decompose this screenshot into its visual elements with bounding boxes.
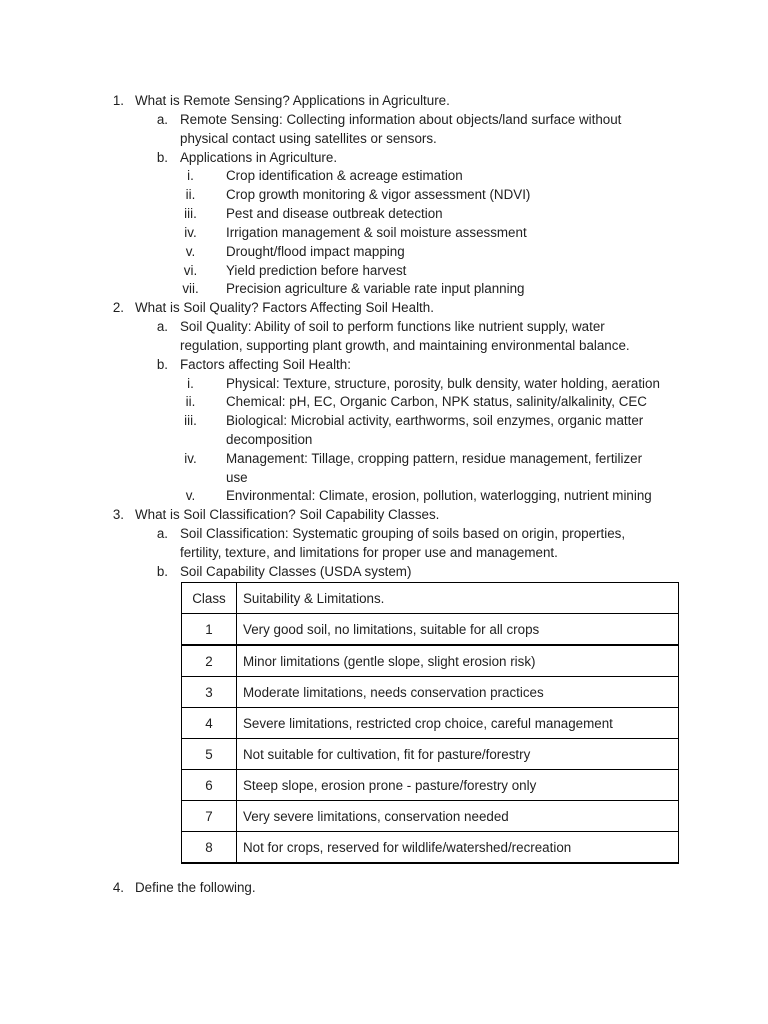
- table-row: [182, 770, 679, 801]
- q1-item-marker: i.: [187, 168, 194, 183]
- q4-heading: Define the following.: [135, 880, 256, 895]
- table-cell-class: 1: [182, 614, 237, 646]
- table-cell-class: 8: [182, 832, 237, 864]
- q1-item-text: Yield prediction before harvest: [226, 263, 407, 278]
- q1-item-marker: vi.: [183, 263, 198, 278]
- table-cell-class: 4: [182, 708, 237, 739]
- table-cell-class: 7: [182, 801, 237, 832]
- q1-number: 1.: [112, 93, 124, 108]
- q3-a-line2: fertility, texture, and limitations for proper use and management.: [180, 545, 558, 560]
- q1-item-marker: iv.: [184, 225, 197, 240]
- table-cell-description: Steep slope, erosion prone - pasture/forestry only: [237, 770, 679, 801]
- table-cell-description: Minor limitations (gentle slope, slight erosion risk): [237, 645, 679, 677]
- q2-item-text: Physical: Texture, structure, porosity, bulk density, water holding, aeration: [226, 376, 660, 391]
- q2-item-marker: i.: [187, 376, 194, 391]
- q1-item-text: Precision agriculture & variable rate input planning: [226, 281, 525, 296]
- q1-a-line2: physical contact using satellites or sensors.: [180, 131, 437, 146]
- q1-item-marker: vii.: [182, 281, 199, 296]
- q3-a-marker: a.: [156, 526, 168, 541]
- q2-item-text: Management: Tillage, cropping pattern, residue management, fertilizer: [226, 451, 643, 466]
- table-cell-class: 3: [182, 677, 237, 708]
- table-header-row: [182, 583, 679, 614]
- capability-classes-table: [181, 582, 679, 864]
- q1-item-text: Crop identification & acreage estimation: [226, 168, 463, 183]
- q3-a-line1: Soil Classification: Systematic grouping of soils based on origin, properties,: [180, 526, 626, 541]
- q1-heading: What is Remote Sensing? Applications in Agriculture.: [135, 93, 450, 108]
- table-header-suitability: Suitability & Limitations.: [237, 583, 679, 614]
- q2-item-text: Environmental: Climate, erosion, pollution, waterlogging, nutrient mining: [226, 488, 652, 503]
- q1-b-marker: b.: [156, 150, 168, 165]
- table-row: [182, 832, 679, 864]
- q1-a-line1: Remote Sensing: Collecting information about objects/land surface without: [180, 112, 622, 127]
- table-row: [182, 614, 679, 646]
- table-row: [182, 645, 679, 677]
- q1-b-text: Applications in Agriculture.: [180, 150, 338, 165]
- q2-item-text: Chemical: pH, EC, Organic Carbon, NPK status, salinity/alkalinity, CEC: [226, 394, 647, 409]
- table-cell-description: Not for crops, reserved for wildlife/watershed/recreation: [237, 832, 679, 864]
- q2-heading: What is Soil Quality? Factors Affecting Soil Health.: [135, 300, 434, 315]
- table-row: [182, 801, 679, 832]
- q3-b-marker: b.: [156, 564, 168, 579]
- q2-item-marker: iii.: [184, 413, 197, 428]
- q2-a-line1: Soil Quality: Ability of soil to perform functions like nutrient supply, water: [180, 319, 605, 334]
- q1-item-text: Crop growth monitoring & vigor assessment (NDVI): [226, 187, 531, 202]
- table-row: [182, 708, 679, 739]
- q2-a-line2: regulation, supporting plant growth, and maintaining environmental balance.: [180, 338, 630, 353]
- q3-b-text: Soil Capability Classes (USDA system): [180, 564, 412, 579]
- q2-a-marker: a.: [156, 319, 168, 334]
- q2-b-marker: b.: [156, 357, 168, 372]
- table-cell-description: Severe limitations, restricted crop choice, careful management: [237, 708, 679, 739]
- q1-item-text: Irrigation management & soil moisture assessment: [226, 225, 527, 240]
- table-row: [182, 677, 679, 708]
- q4-number: 4.: [112, 880, 124, 895]
- q2-item-text: Biological: Microbial activity, earthworms, soil enzymes, organic matter: [226, 413, 644, 428]
- table-cell-description: Not suitable for cultivation, fit for pasture/forestry: [237, 739, 679, 770]
- q1-item-text: Drought/flood impact mapping: [226, 244, 405, 259]
- q2-item-marker: iv.: [184, 451, 197, 466]
- table-cell-description: Moderate limitations, needs conservation practices: [237, 677, 679, 708]
- q2-b-text: Factors affecting Soil Health:: [180, 357, 351, 372]
- q1-item-marker: ii.: [185, 187, 196, 202]
- q3-heading: What is Soil Classification? Soil Capability Classes.: [135, 507, 440, 522]
- q1-a-marker: a.: [156, 112, 168, 127]
- q2-item-text-cont: decomposition: [226, 432, 313, 447]
- table-cell-description: Very good soil, no limitations, suitable for all crops: [237, 614, 679, 646]
- table-header-class: Class: [182, 583, 237, 614]
- table-cell-class: 5: [182, 739, 237, 770]
- q2-item-text-cont: use: [226, 470, 248, 485]
- q1-item-marker: iii.: [184, 206, 197, 221]
- table-cell-class: 6: [182, 770, 237, 801]
- q3-number: 3.: [112, 507, 124, 522]
- q2-number: 2.: [112, 300, 124, 315]
- table-row: [182, 739, 679, 770]
- q2-item-marker: v.: [185, 488, 196, 503]
- q2-item-marker: ii.: [185, 394, 196, 409]
- table-cell-class: 2: [182, 645, 237, 677]
- q1-item-text: Pest and disease outbreak detection: [226, 206, 443, 221]
- q1-item-marker: v.: [185, 244, 196, 259]
- table-cell-description: Very severe limitations, conservation needed: [237, 801, 679, 832]
